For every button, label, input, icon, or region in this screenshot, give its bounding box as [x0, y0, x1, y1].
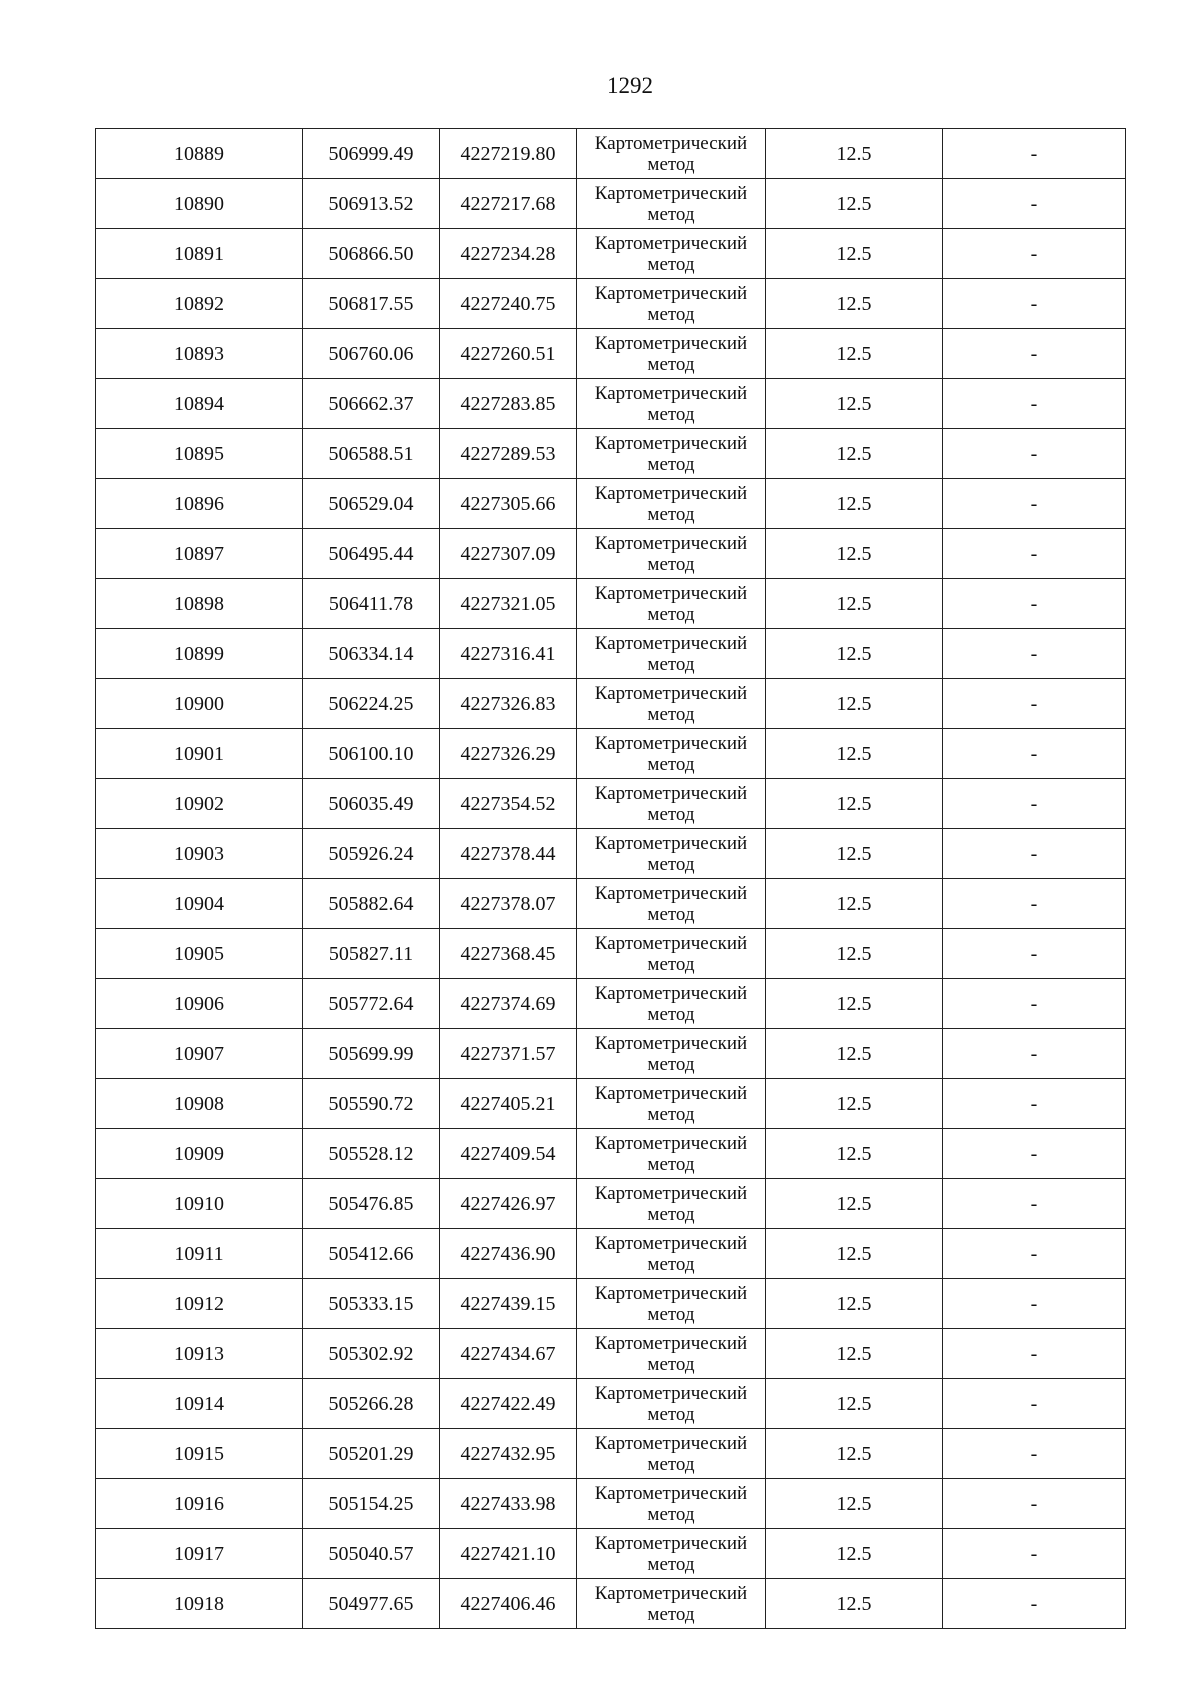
note-cell: -	[943, 479, 1126, 529]
method-line-2: метод	[647, 803, 695, 825]
method-line-1: Картометрический	[594, 982, 748, 1004]
x-coordinate-cell: 506817.55	[303, 279, 440, 329]
x-coordinate-cell: 505266.28	[303, 1379, 440, 1429]
table-row	[96, 579, 1126, 629]
method-line-2: метод	[647, 1003, 695, 1025]
method-line-1: Картометрический	[594, 332, 748, 354]
method-line-2: метод	[647, 1203, 695, 1225]
point-id-cell: 10901	[96, 729, 303, 779]
y-coordinate-cell: 4227260.51	[440, 329, 577, 379]
accuracy-cell: 12.5	[766, 629, 943, 679]
y-coordinate-cell: 4227409.54	[440, 1129, 577, 1179]
x-coordinate-cell: 506999.49	[303, 129, 440, 179]
accuracy-cell: 12.5	[766, 779, 943, 829]
table-row	[96, 479, 1126, 529]
table-row	[96, 529, 1126, 579]
point-id-cell: 10915	[96, 1429, 303, 1479]
accuracy-cell: 12.5	[766, 1429, 943, 1479]
method-line-2: метод	[647, 1453, 695, 1475]
method-cell	[577, 929, 766, 979]
table-row	[96, 179, 1126, 229]
method-line-1: Картометрический	[594, 1032, 748, 1054]
method-line-1: Картометрический	[594, 782, 748, 804]
method-cell	[577, 1579, 766, 1629]
method-line-1: Картометрический	[594, 1582, 748, 1604]
table-row	[96, 1129, 1126, 1179]
x-coordinate-cell: 505772.64	[303, 979, 440, 1029]
accuracy-cell: 12.5	[766, 1029, 943, 1079]
note-cell: -	[943, 829, 1126, 879]
method-line-2: метод	[647, 453, 695, 475]
table-row	[96, 629, 1126, 679]
note-cell: -	[943, 929, 1126, 979]
y-coordinate-cell: 4227434.67	[440, 1329, 577, 1379]
method-cell	[577, 779, 766, 829]
method-cell	[577, 179, 766, 229]
note-cell: -	[943, 1329, 1126, 1379]
note-cell: -	[943, 229, 1126, 279]
y-coordinate-cell: 4227219.80	[440, 129, 577, 179]
method-line-1: Картометрический	[594, 232, 748, 254]
method-line-1: Картометрический	[594, 1382, 748, 1404]
accuracy-cell: 12.5	[766, 979, 943, 1029]
method-line-1: Картометрический	[594, 1432, 748, 1454]
coordinates-table	[95, 128, 1126, 1629]
note-cell: -	[943, 329, 1126, 379]
point-id-cell: 10893	[96, 329, 303, 379]
x-coordinate-cell: 505528.12	[303, 1129, 440, 1179]
accuracy-cell: 12.5	[766, 529, 943, 579]
x-coordinate-cell: 505699.99	[303, 1029, 440, 1079]
point-id-cell: 10917	[96, 1529, 303, 1579]
y-coordinate-cell: 4227234.28	[440, 229, 577, 279]
accuracy-cell: 12.5	[766, 329, 943, 379]
point-id-cell: 10895	[96, 429, 303, 479]
point-id-cell: 10907	[96, 1029, 303, 1079]
accuracy-cell: 12.5	[766, 1279, 943, 1329]
note-cell: -	[943, 1179, 1126, 1229]
accuracy-cell: 12.5	[766, 729, 943, 779]
table-row	[96, 879, 1126, 929]
point-id-cell: 10889	[96, 129, 303, 179]
x-coordinate-cell: 505412.66	[303, 1229, 440, 1279]
note-cell: -	[943, 1279, 1126, 1329]
note-cell: -	[943, 979, 1126, 1029]
page-number: 1292	[607, 73, 653, 98]
note-cell: -	[943, 629, 1126, 679]
table-row	[96, 679, 1126, 729]
note-cell: -	[943, 779, 1126, 829]
note-cell: -	[943, 1479, 1126, 1529]
y-coordinate-cell: 4227378.07	[440, 879, 577, 929]
method-line-2: метод	[647, 1103, 695, 1125]
method-line-1: Картометрический	[594, 432, 748, 454]
note-cell: -	[943, 729, 1126, 779]
x-coordinate-cell: 505040.57	[303, 1529, 440, 1579]
method-line-2: метод	[647, 553, 695, 575]
y-coordinate-cell: 4227289.53	[440, 429, 577, 479]
method-line-1: Картометрический	[594, 1132, 748, 1154]
table-row	[96, 1229, 1126, 1279]
x-coordinate-cell: 505302.92	[303, 1329, 440, 1379]
note-cell: -	[943, 529, 1126, 579]
method-line-1: Картометрический	[594, 1532, 748, 1554]
method-line-1: Картометрический	[594, 1232, 748, 1254]
table-row	[96, 1529, 1126, 1579]
accuracy-cell: 12.5	[766, 1129, 943, 1179]
point-id-cell: 10894	[96, 379, 303, 429]
x-coordinate-cell: 505201.29	[303, 1429, 440, 1479]
y-coordinate-cell: 4227368.45	[440, 929, 577, 979]
accuracy-cell: 12.5	[766, 479, 943, 529]
method-cell	[577, 1179, 766, 1229]
y-coordinate-cell: 4227421.10	[440, 1529, 577, 1579]
point-id-cell: 10909	[96, 1129, 303, 1179]
accuracy-cell: 12.5	[766, 1479, 943, 1529]
y-coordinate-cell: 4227217.68	[440, 179, 577, 229]
x-coordinate-cell: 506224.25	[303, 679, 440, 729]
x-coordinate-cell: 506334.14	[303, 629, 440, 679]
x-coordinate-cell: 506035.49	[303, 779, 440, 829]
point-id-cell: 10906	[96, 979, 303, 1029]
accuracy-cell: 12.5	[766, 179, 943, 229]
table-row	[96, 229, 1126, 279]
accuracy-cell: 12.5	[766, 579, 943, 629]
table-row	[96, 929, 1126, 979]
point-id-cell: 10902	[96, 779, 303, 829]
method-line-2: метод	[647, 403, 695, 425]
method-cell	[577, 479, 766, 529]
table-row	[96, 1279, 1126, 1329]
method-cell	[577, 879, 766, 929]
y-coordinate-cell: 4227307.09	[440, 529, 577, 579]
y-coordinate-cell: 4227433.98	[440, 1479, 577, 1529]
method-line-2: метод	[647, 1253, 695, 1275]
x-coordinate-cell: 505590.72	[303, 1079, 440, 1129]
accuracy-cell: 12.5	[766, 1079, 943, 1129]
accuracy-cell: 12.5	[766, 679, 943, 729]
note-cell: -	[943, 429, 1126, 479]
table-row	[96, 1329, 1126, 1379]
accuracy-cell: 12.5	[766, 1329, 943, 1379]
x-coordinate-cell: 505882.64	[303, 879, 440, 929]
method-line-2: метод	[647, 1403, 695, 1425]
x-coordinate-cell: 505333.15	[303, 1279, 440, 1329]
note-cell: -	[943, 1579, 1126, 1629]
y-coordinate-cell: 4227405.21	[440, 1079, 577, 1129]
method-cell	[577, 129, 766, 179]
method-line-2: метод	[647, 1603, 695, 1625]
y-coordinate-cell: 4227316.41	[440, 629, 577, 679]
method-cell	[577, 1329, 766, 1379]
method-line-1: Картометрический	[594, 682, 748, 704]
table-row	[96, 1379, 1126, 1429]
note-cell: -	[943, 179, 1126, 229]
method-line-2: метод	[647, 1153, 695, 1175]
y-coordinate-cell: 4227406.46	[440, 1579, 577, 1629]
x-coordinate-cell: 505154.25	[303, 1479, 440, 1529]
x-coordinate-cell: 505827.11	[303, 929, 440, 979]
method-line-1: Картометрический	[594, 1182, 748, 1204]
y-coordinate-cell: 4227426.97	[440, 1179, 577, 1229]
method-cell	[577, 229, 766, 279]
method-line-1: Картометрический	[594, 132, 748, 154]
method-cell	[577, 829, 766, 879]
accuracy-cell: 12.5	[766, 879, 943, 929]
table-row	[96, 329, 1126, 379]
table-row	[96, 279, 1126, 329]
y-coordinate-cell: 4227378.44	[440, 829, 577, 879]
table-row	[96, 1479, 1126, 1529]
note-cell: -	[943, 679, 1126, 729]
note-cell: -	[943, 879, 1126, 929]
point-id-cell: 10892	[96, 279, 303, 329]
accuracy-cell: 12.5	[766, 1529, 943, 1579]
accuracy-cell: 12.5	[766, 279, 943, 329]
point-id-cell: 10903	[96, 829, 303, 879]
method-cell	[577, 1379, 766, 1429]
y-coordinate-cell: 4227374.69	[440, 979, 577, 1029]
x-coordinate-cell: 505926.24	[303, 829, 440, 879]
method-cell	[577, 279, 766, 329]
method-cell	[577, 1079, 766, 1129]
method-line-1: Картометрический	[594, 482, 748, 504]
accuracy-cell: 12.5	[766, 129, 943, 179]
point-id-cell: 10905	[96, 929, 303, 979]
accuracy-cell: 12.5	[766, 1379, 943, 1429]
note-cell: -	[943, 1379, 1126, 1429]
point-id-cell: 10898	[96, 579, 303, 629]
y-coordinate-cell: 4227283.85	[440, 379, 577, 429]
x-coordinate-cell: 506760.06	[303, 329, 440, 379]
point-id-cell: 10911	[96, 1229, 303, 1279]
method-cell	[577, 679, 766, 729]
method-line-2: метод	[647, 1053, 695, 1075]
method-line-1: Картометрический	[594, 1282, 748, 1304]
method-line-2: метод	[647, 1553, 695, 1575]
method-cell	[577, 429, 766, 479]
method-line-1: Картометрический	[594, 182, 748, 204]
table-row	[96, 779, 1126, 829]
note-cell: -	[943, 279, 1126, 329]
accuracy-cell: 12.5	[766, 1229, 943, 1279]
method-line-2: метод	[647, 153, 695, 175]
method-line-2: метод	[647, 503, 695, 525]
point-id-cell: 10914	[96, 1379, 303, 1429]
accuracy-cell: 12.5	[766, 429, 943, 479]
y-coordinate-cell: 4227326.29	[440, 729, 577, 779]
point-id-cell: 10912	[96, 1279, 303, 1329]
accuracy-cell: 12.5	[766, 1579, 943, 1629]
method-cell	[577, 1229, 766, 1279]
x-coordinate-cell: 506866.50	[303, 229, 440, 279]
note-cell: -	[943, 1429, 1126, 1479]
x-coordinate-cell: 504977.65	[303, 1579, 440, 1629]
table-row	[96, 129, 1126, 179]
method-cell	[577, 529, 766, 579]
y-coordinate-cell: 4227326.83	[440, 679, 577, 729]
y-coordinate-cell: 4227240.75	[440, 279, 577, 329]
note-cell: -	[943, 579, 1126, 629]
method-line-2: метод	[647, 203, 695, 225]
note-cell: -	[943, 1029, 1126, 1079]
method-line-2: метод	[647, 1353, 695, 1375]
method-cell	[577, 629, 766, 679]
note-cell: -	[943, 129, 1126, 179]
method-cell	[577, 329, 766, 379]
method-line-1: Картометрический	[594, 532, 748, 554]
method-line-1: Картометрический	[594, 282, 748, 304]
method-cell	[577, 1529, 766, 1579]
x-coordinate-cell: 506495.44	[303, 529, 440, 579]
method-line-2: метод	[647, 303, 695, 325]
point-id-cell: 10916	[96, 1479, 303, 1529]
method-line-1: Картометрический	[594, 882, 748, 904]
point-id-cell: 10900	[96, 679, 303, 729]
table-row	[96, 1579, 1126, 1629]
point-id-cell: 10913	[96, 1329, 303, 1379]
accuracy-cell: 12.5	[766, 379, 943, 429]
y-coordinate-cell: 4227439.15	[440, 1279, 577, 1329]
method-line-1: Картометрический	[594, 1332, 748, 1354]
accuracy-cell: 12.5	[766, 1179, 943, 1229]
coordinates-table-body	[96, 129, 1126, 1629]
method-line-2: метод	[647, 853, 695, 875]
point-id-cell: 10908	[96, 1079, 303, 1129]
y-coordinate-cell: 4227436.90	[440, 1229, 577, 1279]
point-id-cell: 10890	[96, 179, 303, 229]
method-cell	[577, 729, 766, 779]
point-id-cell: 10910	[96, 1179, 303, 1229]
table-row	[96, 979, 1126, 1029]
x-coordinate-cell: 505476.85	[303, 1179, 440, 1229]
method-line-2: метод	[647, 753, 695, 775]
method-line-2: метод	[647, 953, 695, 975]
table-row	[96, 1029, 1126, 1079]
accuracy-cell: 12.5	[766, 829, 943, 879]
x-coordinate-cell: 506662.37	[303, 379, 440, 429]
method-line-2: метод	[647, 1503, 695, 1525]
table-row	[96, 1429, 1126, 1479]
method-line-2: метод	[647, 1303, 695, 1325]
method-line-1: Картометрический	[594, 382, 748, 404]
accuracy-cell: 12.5	[766, 929, 943, 979]
method-cell	[577, 1279, 766, 1329]
point-id-cell: 10899	[96, 629, 303, 679]
y-coordinate-cell: 4227305.66	[440, 479, 577, 529]
note-cell: -	[943, 1129, 1126, 1179]
x-coordinate-cell: 506588.51	[303, 429, 440, 479]
note-cell: -	[943, 379, 1126, 429]
method-line-1: Картометрический	[594, 1482, 748, 1504]
method-line-2: метод	[647, 653, 695, 675]
method-line-1: Картометрический	[594, 832, 748, 854]
note-cell: -	[943, 1229, 1126, 1279]
method-line-1: Картометрический	[594, 732, 748, 754]
x-coordinate-cell: 506411.78	[303, 579, 440, 629]
point-id-cell: 10896	[96, 479, 303, 529]
table-row	[96, 729, 1126, 779]
point-id-cell: 10897	[96, 529, 303, 579]
method-cell	[577, 1479, 766, 1529]
y-coordinate-cell: 4227432.95	[440, 1429, 577, 1479]
y-coordinate-cell: 4227422.49	[440, 1379, 577, 1429]
table-row	[96, 1079, 1126, 1129]
method-line-2: метод	[647, 253, 695, 275]
point-id-cell: 10918	[96, 1579, 303, 1629]
y-coordinate-cell: 4227371.57	[440, 1029, 577, 1079]
method-cell	[577, 379, 766, 429]
point-id-cell: 10904	[96, 879, 303, 929]
method-line-2: метод	[647, 703, 695, 725]
method-cell	[577, 1129, 766, 1179]
method-line-1: Картометрический	[594, 582, 748, 604]
accuracy-cell: 12.5	[766, 229, 943, 279]
method-line-2: метод	[647, 603, 695, 625]
note-cell: -	[943, 1529, 1126, 1579]
table-row	[96, 379, 1126, 429]
x-coordinate-cell: 506913.52	[303, 179, 440, 229]
table-row	[96, 829, 1126, 879]
x-coordinate-cell: 506529.04	[303, 479, 440, 529]
table-row	[96, 1179, 1126, 1229]
y-coordinate-cell: 4227354.52	[440, 779, 577, 829]
method-cell	[577, 579, 766, 629]
point-id-cell: 10891	[96, 229, 303, 279]
method-cell	[577, 1429, 766, 1479]
x-coordinate-cell: 506100.10	[303, 729, 440, 779]
method-line-2: метод	[647, 353, 695, 375]
note-cell: -	[943, 1079, 1126, 1129]
method-line-2: метод	[647, 903, 695, 925]
method-cell	[577, 1029, 766, 1079]
method-cell	[577, 979, 766, 1029]
method-line-1: Картометрический	[594, 1082, 748, 1104]
method-line-1: Картометрический	[594, 932, 748, 954]
table-row	[96, 429, 1126, 479]
method-line-1: Картометрический	[594, 632, 748, 654]
y-coordinate-cell: 4227321.05	[440, 579, 577, 629]
